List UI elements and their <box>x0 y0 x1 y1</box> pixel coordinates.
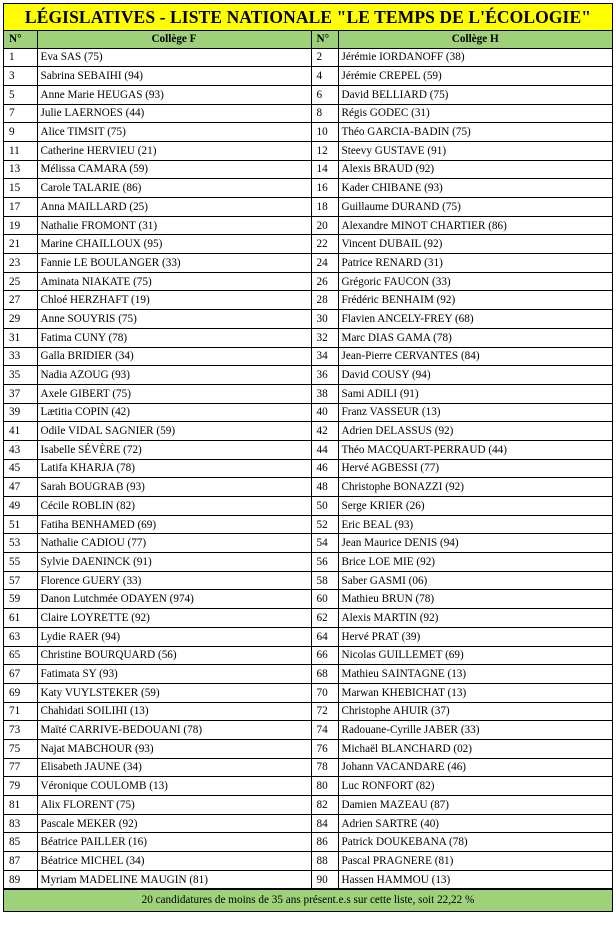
cell-candidate-f: Alix FLORENT (75) <box>37 796 311 815</box>
table-row <box>4 814 612 833</box>
cell-num-f: 33 <box>4 347 37 366</box>
cell-num-h: 44 <box>311 440 338 459</box>
cell-num-f: 21 <box>4 235 37 254</box>
cell-candidate-f: Axele GIBERT (75) <box>37 384 311 403</box>
header-num-f: N° <box>4 31 37 48</box>
cell-num-h: 40 <box>311 403 338 422</box>
table-row <box>4 590 612 609</box>
cell-candidate-f: Anna MAILLARD (25) <box>37 198 311 217</box>
cell-candidate-h: Jean-Pierre CERVANTES (84) <box>338 347 612 366</box>
cell-candidate-h: Alexis BRAUD (92) <box>338 160 612 179</box>
cell-candidate-f: Sabrina SEBAIHI (94) <box>37 67 311 86</box>
cell-num-f: 15 <box>4 179 37 198</box>
cell-candidate-h: Franz VASSEUR (13) <box>338 403 612 422</box>
cell-candidate-f: Chahidati SOILIHI (13) <box>37 702 311 721</box>
candidate-table <box>4 31 612 889</box>
cell-num-f: 9 <box>4 123 37 142</box>
table-row <box>4 198 612 217</box>
cell-candidate-f: Anne Marie HEUGAS (93) <box>37 85 311 104</box>
cell-num-h: 88 <box>311 852 338 871</box>
cell-num-f: 25 <box>4 272 37 291</box>
cell-num-h: 26 <box>311 272 338 291</box>
cell-num-f: 27 <box>4 291 37 310</box>
cell-num-h: 64 <box>311 627 338 646</box>
table-row <box>4 310 612 329</box>
cell-num-f: 57 <box>4 571 37 590</box>
cell-candidate-f: Nathalie FROMONT (31) <box>37 216 311 235</box>
table-row <box>4 796 612 815</box>
table-row <box>4 515 612 534</box>
table-row <box>4 534 612 553</box>
cell-candidate-h: Pascal PRAGNERE (81) <box>338 852 612 871</box>
cell-num-h: 54 <box>311 534 338 553</box>
cell-num-f: 79 <box>4 777 37 796</box>
cell-num-f: 35 <box>4 366 37 385</box>
cell-num-h: 76 <box>311 739 338 758</box>
header-college-f: Collège F <box>37 31 311 48</box>
cell-candidate-f: Latifa KHARJA (78) <box>37 459 311 478</box>
cell-candidate-h: Christophe BONAZZI (92) <box>338 478 612 497</box>
cell-candidate-h: David BELLIARD (75) <box>338 85 612 104</box>
table-row <box>4 141 612 160</box>
cell-num-h: 22 <box>311 235 338 254</box>
cell-candidate-h: Alexandre MINOT CHARTIER (86) <box>338 216 612 235</box>
cell-candidate-f: Claire LOYRETTE (92) <box>37 609 311 628</box>
cell-candidate-h: Serge KRIER (26) <box>338 497 612 516</box>
table-row <box>4 702 612 721</box>
cell-candidate-h: Mathieu SAINTAGNE (13) <box>338 665 612 684</box>
cell-candidate-h: Damien MAZEAU (87) <box>338 796 612 815</box>
cell-num-h: 28 <box>311 291 338 310</box>
cell-candidate-h: Eric BEAL (93) <box>338 515 612 534</box>
table-row <box>4 104 612 123</box>
cell-num-f: 47 <box>4 478 37 497</box>
cell-candidate-f: Lætitia COPIN (42) <box>37 403 311 422</box>
cell-candidate-f: Isabelle SÉVÈRE (72) <box>37 440 311 459</box>
cell-candidate-h: Jean Maurice DENIS (94) <box>338 534 612 553</box>
cell-num-h: 50 <box>311 497 338 516</box>
cell-num-f: 73 <box>4 721 37 740</box>
cell-num-h: 48 <box>311 478 338 497</box>
table-row <box>4 440 612 459</box>
cell-num-h: 52 <box>311 515 338 534</box>
cell-candidate-f: Pascale MEKER (92) <box>37 814 311 833</box>
cell-num-h: 70 <box>311 683 338 702</box>
cell-num-f: 59 <box>4 590 37 609</box>
cell-candidate-f: Chloé HERZHAFT (19) <box>37 291 311 310</box>
table-row <box>4 347 612 366</box>
cell-candidate-h: Brice LOE MIE (92) <box>338 553 612 572</box>
cell-num-f: 51 <box>4 515 37 534</box>
cell-num-f: 23 <box>4 254 37 273</box>
table-row <box>4 403 612 422</box>
cell-num-h: 38 <box>311 384 338 403</box>
table-row <box>4 497 612 516</box>
cell-num-f: 17 <box>4 198 37 217</box>
header-college-h: Collège H <box>338 31 612 48</box>
cell-num-h: 80 <box>311 777 338 796</box>
cell-candidate-f: Eva SAS (75) <box>37 48 311 67</box>
cell-num-h: 72 <box>311 702 338 721</box>
cell-num-h: 32 <box>311 328 338 347</box>
table-row <box>4 852 612 871</box>
cell-candidate-h: Radouane-Cyrille JABER (33) <box>338 721 612 740</box>
cell-candidate-f: Myriam MADELINE MAUGIN (81) <box>37 870 311 889</box>
cell-candidate-f: Nathalie CADIOU (77) <box>37 534 311 553</box>
cell-num-f: 89 <box>4 870 37 889</box>
cell-num-f: 65 <box>4 646 37 665</box>
cell-num-f: 31 <box>4 328 37 347</box>
cell-candidate-f: Mélissa CAMARA (59) <box>37 160 311 179</box>
table-row <box>4 870 612 889</box>
cell-num-f: 45 <box>4 459 37 478</box>
cell-candidate-h: Flavien ANCELY-FREY (68) <box>338 310 612 329</box>
table-header-row <box>4 31 612 48</box>
cell-candidate-f: Elisabeth JAUNE (34) <box>37 758 311 777</box>
cell-candidate-f: Aminata NIAKATE (75) <box>37 272 311 291</box>
table-row <box>4 609 612 628</box>
cell-candidate-f: Fatima CUNY (78) <box>37 328 311 347</box>
cell-candidate-h: Vincent DUBAIL (92) <box>338 235 612 254</box>
cell-num-h: 34 <box>311 347 338 366</box>
cell-num-f: 87 <box>4 852 37 871</box>
cell-num-h: 60 <box>311 590 338 609</box>
cell-num-f: 83 <box>4 814 37 833</box>
cell-candidate-h: Hervé PRAT (39) <box>338 627 612 646</box>
cell-candidate-f: Marine CHAILLOUX (95) <box>37 235 311 254</box>
cell-candidate-f: Alice TIMSIT (75) <box>37 123 311 142</box>
cell-candidate-h: David COUSY (94) <box>338 366 612 385</box>
table-row <box>4 85 612 104</box>
cell-candidate-f: Katy VUYLSTEKER (59) <box>37 683 311 702</box>
table-row <box>4 833 612 852</box>
cell-num-h: 82 <box>311 796 338 815</box>
cell-num-f: 13 <box>4 160 37 179</box>
cell-num-h: 6 <box>311 85 338 104</box>
cell-num-f: 77 <box>4 758 37 777</box>
cell-candidate-h: Kader CHIBANE (93) <box>338 179 612 198</box>
cell-candidate-f: Anne SOUYRIS (75) <box>37 310 311 329</box>
cell-candidate-h: Christophe AHUIR (37) <box>338 702 612 721</box>
table-row <box>4 48 612 67</box>
cell-candidate-h: Sami ADILI (91) <box>338 384 612 403</box>
cell-num-f: 67 <box>4 665 37 684</box>
cell-candidate-h: Steevy GUSTAVE (91) <box>338 141 612 160</box>
cell-num-h: 30 <box>311 310 338 329</box>
table-row <box>4 216 612 235</box>
candidate-list-sheet <box>3 3 613 912</box>
cell-num-f: 39 <box>4 403 37 422</box>
cell-candidate-f: Fatimata SY (93) <box>37 665 311 684</box>
table-row <box>4 67 612 86</box>
cell-candidate-h: Jérémie CREPEL (59) <box>338 67 612 86</box>
cell-candidate-f: Fatiha BENHAMED (69) <box>37 515 311 534</box>
cell-candidate-f: Carole TALARIE (86) <box>37 179 311 198</box>
cell-candidate-f: Nadia AZOUG (93) <box>37 366 311 385</box>
cell-candidate-f: Véronique COULOMB (13) <box>37 777 311 796</box>
cell-num-h: 56 <box>311 553 338 572</box>
cell-num-h: 18 <box>311 198 338 217</box>
cell-candidate-f: Sylvie DAENINCK (91) <box>37 553 311 572</box>
cell-num-h: 20 <box>311 216 338 235</box>
table-row <box>4 235 612 254</box>
list-title: LÉGISLATIVES - LISTE NATIONALE "LE TEMPS DE L'ÉCOLOGIE" <box>4 4 612 31</box>
table-row <box>4 571 612 590</box>
table-row <box>4 179 612 198</box>
cell-candidate-h: Patrice RENARD (31) <box>338 254 612 273</box>
cell-candidate-h: Marwan KHEBICHAT (13) <box>338 683 612 702</box>
cell-num-h: 14 <box>311 160 338 179</box>
cell-candidate-h: Théo GARCIA-BADIN (75) <box>338 123 612 142</box>
cell-candidate-f: Christine BOURQUARD (56) <box>37 646 311 665</box>
table-row <box>4 739 612 758</box>
cell-candidate-h: Marc DIAS GAMA (78) <box>338 328 612 347</box>
cell-candidate-f: Danon Lutchmée ODAYEN (974) <box>37 590 311 609</box>
cell-candidate-h: Régis GODEC (31) <box>338 104 612 123</box>
cell-num-f: 63 <box>4 627 37 646</box>
cell-num-h: 10 <box>311 123 338 142</box>
table-row <box>4 328 612 347</box>
cell-num-h: 36 <box>311 366 338 385</box>
cell-candidate-f: Catherine HERVIEU (21) <box>37 141 311 160</box>
table-row <box>4 160 612 179</box>
cell-candidate-f: Maïté CARRIVE-BEDOUANI (78) <box>37 721 311 740</box>
cell-candidate-h: Grégoric FAUCON (33) <box>338 272 612 291</box>
cell-num-f: 5 <box>4 85 37 104</box>
cell-num-f: 75 <box>4 739 37 758</box>
cell-num-f: 55 <box>4 553 37 572</box>
cell-candidate-f: Fannie LE BOULANGER (33) <box>37 254 311 273</box>
cell-num-h: 58 <box>311 571 338 590</box>
cell-candidate-f: Odile VIDAL SAGNIER (59) <box>37 422 311 441</box>
table-row <box>4 665 612 684</box>
cell-candidate-f: Florence GUERY (33) <box>37 571 311 590</box>
cell-num-h: 16 <box>311 179 338 198</box>
table-row <box>4 478 612 497</box>
cell-candidate-h: Luc RONFORT (82) <box>338 777 612 796</box>
table-row <box>4 721 612 740</box>
table-row <box>4 459 612 478</box>
cell-num-f: 37 <box>4 384 37 403</box>
list-footer-note: 20 candidatures de moins de 35 ans présent.e.s sur cette liste, soit 22,22 % <box>4 889 612 911</box>
cell-num-h: 74 <box>311 721 338 740</box>
cell-num-f: 11 <box>4 141 37 160</box>
cell-candidate-f: Sarah BOUGRAB (93) <box>37 478 311 497</box>
cell-num-h: 12 <box>311 141 338 160</box>
cell-candidate-h: Théo MACQUART-PERRAUD (44) <box>338 440 612 459</box>
cell-num-h: 42 <box>311 422 338 441</box>
cell-candidate-h: Jérémie IORDANOFF (38) <box>338 48 612 67</box>
cell-candidate-h: Adrien SARTRE (40) <box>338 814 612 833</box>
cell-num-h: 86 <box>311 833 338 852</box>
cell-num-h: 24 <box>311 254 338 273</box>
cell-num-f: 3 <box>4 67 37 86</box>
cell-candidate-h: Alexis MARTIN (92) <box>338 609 612 628</box>
cell-num-f: 41 <box>4 422 37 441</box>
cell-candidate-h: Johann VACANDARE (46) <box>338 758 612 777</box>
cell-num-f: 7 <box>4 104 37 123</box>
cell-candidate-h: Patrick DOUKEBANA (78) <box>338 833 612 852</box>
cell-candidate-f: Julie LAERNOES (44) <box>37 104 311 123</box>
cell-candidate-f: Béatrice MICHEL (34) <box>37 852 311 871</box>
cell-num-h: 46 <box>311 459 338 478</box>
cell-num-h: 66 <box>311 646 338 665</box>
cell-num-h: 4 <box>311 67 338 86</box>
table-row <box>4 683 612 702</box>
cell-num-h: 78 <box>311 758 338 777</box>
cell-candidate-h: Michaël BLANCHARD (02) <box>338 739 612 758</box>
cell-num-h: 62 <box>311 609 338 628</box>
cell-num-f: 49 <box>4 497 37 516</box>
cell-candidate-h: Saber GASMI (06) <box>338 571 612 590</box>
header-num-h: N° <box>311 31 338 48</box>
cell-candidate-f: Najat MABCHOUR (93) <box>37 739 311 758</box>
table-row <box>4 123 612 142</box>
cell-num-h: 2 <box>311 48 338 67</box>
table-row <box>4 646 612 665</box>
table-row <box>4 366 612 385</box>
cell-candidate-h: Nicolas GUILLEMET (69) <box>338 646 612 665</box>
cell-num-f: 19 <box>4 216 37 235</box>
cell-num-f: 81 <box>4 796 37 815</box>
cell-candidate-h: Frédéric BENHAIM (92) <box>338 291 612 310</box>
table-row <box>4 384 612 403</box>
cell-candidate-h: Guillaume DURAND (75) <box>338 198 612 217</box>
cell-candidate-h: Mathieu BRUN (78) <box>338 590 612 609</box>
cell-candidate-f: Béatrice PAILLER (16) <box>37 833 311 852</box>
table-row <box>4 291 612 310</box>
cell-num-f: 69 <box>4 683 37 702</box>
cell-num-f: 85 <box>4 833 37 852</box>
table-row <box>4 627 612 646</box>
table-row <box>4 272 612 291</box>
cell-num-h: 68 <box>311 665 338 684</box>
cell-num-h: 90 <box>311 870 338 889</box>
table-row <box>4 777 612 796</box>
table-row <box>4 553 612 572</box>
cell-num-f: 61 <box>4 609 37 628</box>
table-row <box>4 422 612 441</box>
cell-num-f: 53 <box>4 534 37 553</box>
cell-num-f: 29 <box>4 310 37 329</box>
cell-num-f: 71 <box>4 702 37 721</box>
table-row <box>4 758 612 777</box>
cell-num-h: 8 <box>311 104 338 123</box>
cell-candidate-h: Adrien DELASSUS (92) <box>338 422 612 441</box>
cell-candidate-f: Cécile ROBLIN (82) <box>37 497 311 516</box>
cell-candidate-h: Hervé AGBESSI (77) <box>338 459 612 478</box>
cell-candidate-f: Galla BRIDIER (34) <box>37 347 311 366</box>
cell-num-f: 43 <box>4 440 37 459</box>
cell-candidate-h: Hassen HAMMOU (13) <box>338 870 612 889</box>
cell-num-f: 1 <box>4 48 37 67</box>
cell-candidate-f: Lydie RAER (94) <box>37 627 311 646</box>
table-row <box>4 254 612 273</box>
cell-num-h: 84 <box>311 814 338 833</box>
